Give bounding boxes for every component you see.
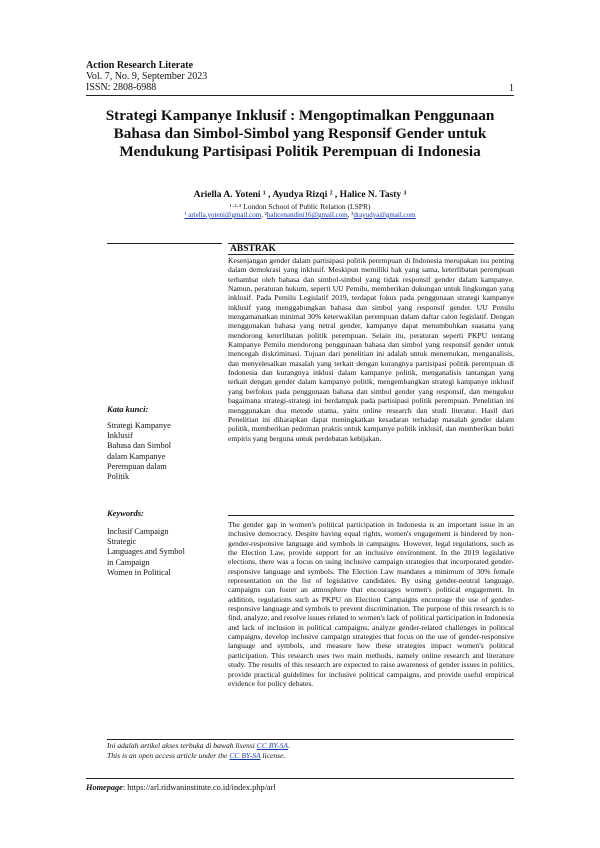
license-id-link[interactable]: CC BY-SA	[256, 741, 289, 750]
keyword-item: Strategic	[107, 537, 137, 547]
license-id	[107, 741, 290, 750]
kata-kunci-item: Inklusif	[107, 431, 133, 441]
license-en-end: license.	[262, 751, 286, 760]
keyword-item: in Campaign	[107, 557, 150, 567]
abstract-divider-rule	[228, 515, 514, 516]
keyword-item: Inclusif Campaign	[107, 527, 169, 536]
header-rule	[86, 95, 514, 96]
keyword-item: Languages and Symbol	[107, 547, 185, 557]
abstract-en-paragraph: The gender gap in women's political participation in Indonesia is an important issue in an inclusive democracy. Despite having equal rights, women's engagement is hindered by non-gender-responsive language and symbols in campaigns. However, legal regulations, such as the Election Law, provide support for an inclusive environment. In the 2019 legislative elections, there was a focus on using inclusive campaign strategies that incorporated gender-responsive language and symbols. The Election Law mandates a minimum of 30% female representation on the list of legislative candidates. By using gender-neutral language, campaigns can foster an atmosphere that encourages women's political engagement. In addition, regulations such as PKPU on Election Campaigns encourage the use of gender-responsive language and symbols to prevent discrimination. The purpose of this research is to find, analyze, and resolve issues related to women's lack of political participation in Indonesia and lack of inclusion in political campaigns, analyze gender-related challenges in political campaigns, develop inclusive campaign strategies that focus on the use of gender-responsive language and symbols, and measure how these strategies impact women's political participation. This research uses two main methods, namely online research and literature study. The results of this research are expected to raise awareness of gender issues in politics, provide practical guidelines for inclusive political campaigns, and provide useful empirical evidence for policy debates.	[228, 520, 514, 688]
abstract-heading: ABSTRAK	[230, 244, 276, 254]
journal-name: Action Research Literate	[86, 60, 194, 71]
license-id-text: Ini adalah artikel akses terbuka di bawah lisensi	[107, 741, 255, 750]
left-top-rule	[107, 243, 222, 244]
footer-rule	[86, 778, 514, 779]
license-id-end: .	[288, 741, 290, 750]
email-link-1[interactable]: ¹ ariella.yoteni@gmail.com	[184, 211, 262, 219]
license-en-link[interactable]: CC BY-SA	[229, 751, 261, 760]
homepage-url[interactable]: : https://arl.ridwaninstitute.co.id/index.php/arl	[122, 783, 276, 792]
keywords-list	[107, 527, 222, 578]
kata-kunci-item: Bahasa dan Simbol	[107, 441, 172, 451]
email-link-3[interactable]: drayudya@gmail.com	[353, 211, 416, 219]
homepage-label: Homepage	[86, 783, 123, 792]
kata-kunci-label: Kata kunci:	[107, 404, 149, 414]
kata-kunci-item: dalam Kampanye	[107, 451, 166, 461]
kata-kunci-item: Strategi Kampanye	[107, 421, 171, 430]
kata-kunci-list	[107, 421, 222, 482]
license-en	[107, 751, 285, 760]
author-list: Ariella A. Yoteni ¹ , Ayudya Rizqi ² , Halice N. Tasty ³	[193, 190, 407, 200]
email-sep-2: , ³	[347, 211, 354, 219]
email-sep-1: , ²	[261, 211, 267, 219]
kata-kunci-item: Perempuan dalam	[107, 461, 167, 471]
affiliation: ¹·²·³ London School of Public Relation (LSPR)	[229, 202, 371, 211]
journal-issn: ISSN: 2808-6988	[86, 82, 157, 93]
email-link-2[interactable]: halicenandini16@gmail.com	[266, 211, 348, 219]
keyword-item: Women in Political	[107, 567, 171, 577]
kata-kunci-item: Politik	[107, 472, 130, 482]
abstrak-paragraph: Kesenjangan gender dalam partisipasi politik perempuan di Indonesia merupakan isu penting dalam demokrasi yang inklusif. Meskipun memiliki hak yang sama, keterlibatan perempuan terhambat oleh bahasa dan simbol-simbol yang tidak responsif gender dalam kampanye. Namun, peraturan hukum, seperti UU Pemilu, memberikan dukungan untuk lingkungan yang inklusif. Pada Pemilu Legislatif 2019, terdapat fokus pada penggunaan strategi kampanye inklusif yang menggabungkan bahasa dan simbol yang responsif gender. UU Pemilu mengamanatkan minimal 30% keterwakilan perempuan dalam daftar calon legislatif. Dengan menggunakan bahasa yang netral gender, kampanye dapat menumbuhkan suasana yang mendorong keterlibatan politik perempuan. Selain itu, peraturan seperti PKPU tentang Kampanye Pemilu mendorong penggunaan bahasa dan simbol yang responsif gender untuk mencegah diskriminasi. Tujuan dari penelitian ini adalah untuk menemukan, menganalisis, dan menyelesaikan masalah yang terkait dengan kurangnya partisipasi politik perempuan di Indonesia dan kurangnya inklusi dalam kampanye politik, menganalisis tantangan yang terkait dengan gender dalam kampanye politik, mengembangkan strategi kampanye inklusif yang berfokus pada penggunaan bahasa dan simbol gender yang responsif, dan mengukur bagaimana strategi-strategi ini berdampak pada partisipasi politik perempuan. Penelitian ini menggunakan dua metode utama, yaitu online research dan studi literatur. Hasil dari Penelitian ini diharapkan dapat meningkatkan kesadaran terhadap masalah gender dalam politik, memberikan pedoman praktis untuk kampanye politik inklusif, dan memberikan bukti empiris yang berguna untuk perdebatan kebijakan.	[228, 256, 514, 443]
abstract-bottom-rule	[107, 739, 514, 740]
journal-volume: Vol. 7, No. 9, September 2023	[86, 71, 208, 82]
homepage-line	[86, 783, 276, 792]
license-en-text: This is an open access article under the	[107, 751, 228, 760]
paper-title: Strategi Kampanye Inklusif : Mengoptimalkan Penggunaan Bahasa dan Simbol-Simbol yang Responsif Gender untuk Mendukung Partisipasi Politik Perempuan di Indonesia	[105, 107, 495, 160]
keywords-label: Keywords:	[107, 508, 144, 518]
page-number: 1	[509, 83, 514, 94]
author-emails	[86, 211, 514, 219]
abstract-heading-rule	[228, 254, 514, 255]
